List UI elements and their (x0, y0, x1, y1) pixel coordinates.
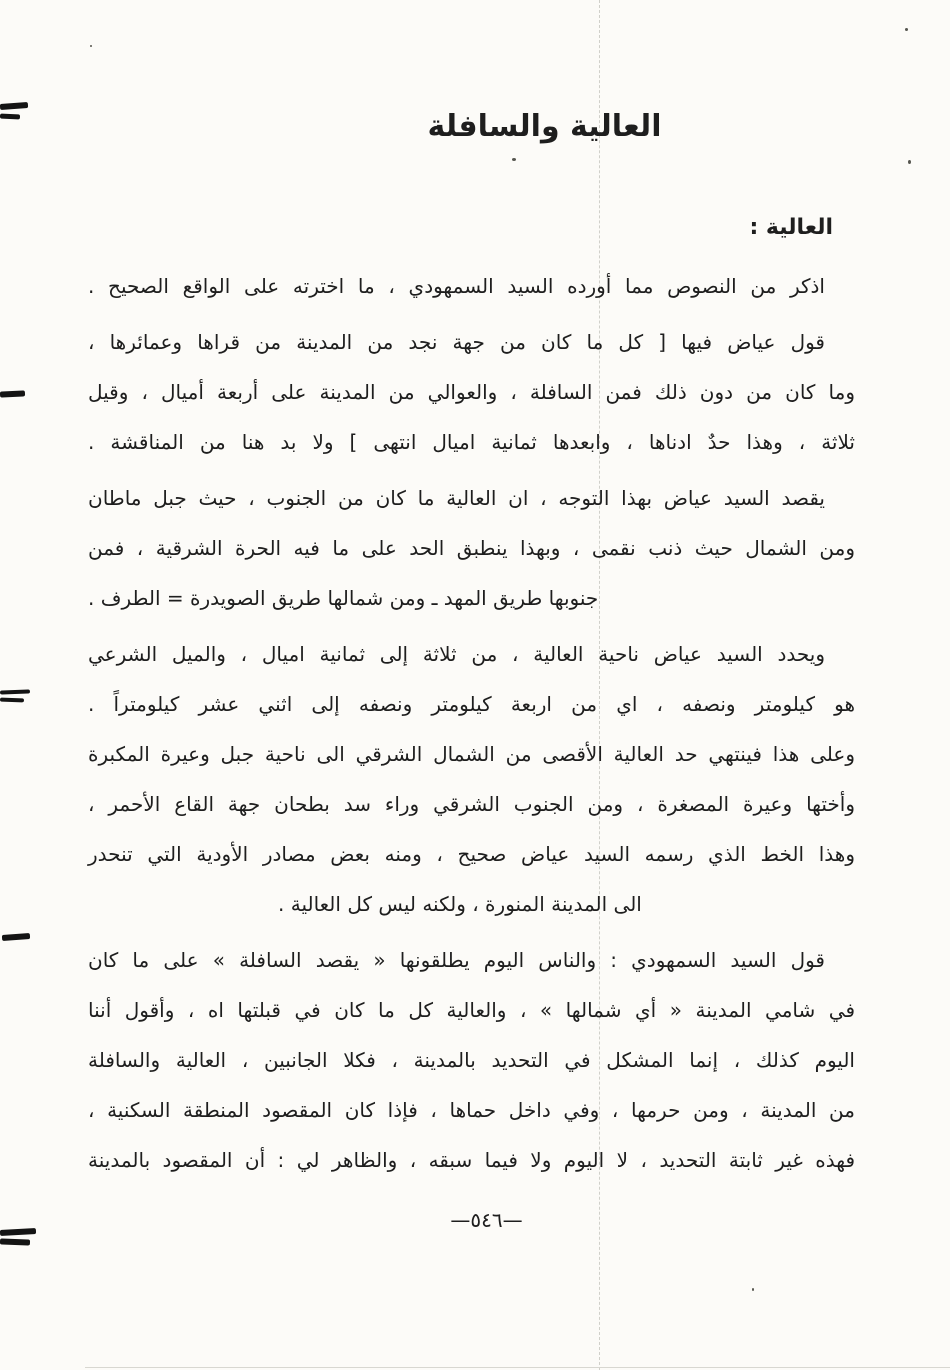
text-line: في شامي المدينة « أي شمالها » ، والعالية كل ما كان في قبلتها اه ، وأقول أننا (88, 998, 855, 1022)
text-line: يقصد السيد عياض بهذا التوجه ، ان العالية ما كان من الجنوب ، حيث جبل ماطان (88, 486, 825, 510)
text-line: وما كان من دون ذلك فمن السافلة ، والعوالي من المدينة على أربعة أميال ، وقيل (88, 380, 855, 404)
paragraph (88, 473, 855, 623)
text-line: ويحدد السيد عياض ناحية العالية ، من ثلاثة إلى ثمانية اميال ، والميل الشرعي (88, 642, 825, 666)
paragraph (88, 935, 855, 1185)
paragraph (88, 629, 855, 929)
text-line: جنوبها طريق المهد ـ ومن شمالها طريق الصويدرة = الطرف . (88, 586, 599, 610)
paragraph (88, 261, 855, 311)
text-line: الى المدينة المنورة ، ولكنه ليس كل العالية . (278, 892, 642, 916)
text-line: من المدينة ، ومن حرمها ، وفي داخل حماها ، فإذا كان المقصود المنطقة السكنية ، (88, 1098, 855, 1122)
text-line: اذكر من النصوص مما أورده السيد السمهودي ، ما اخترته على الواقع الصحيح . (88, 274, 825, 298)
binding-ink-mark (0, 1238, 30, 1245)
text-line: فهذه غير ثابتة التحديد ، لا اليوم ولا فيما سبقه ، والظاهر لي : أن المقصود بالمدينة (88, 1148, 855, 1172)
text-line: ومن الشمال حيث ذنب نقمى ، وبهذا ينطبق الحد على ما فيه الحرة الشرقية ، فمن (88, 536, 855, 560)
text-line: وأختها وعيرة المصغرة ، ومن الجنوب الشرقي وراء سد بطحان جهة القاع الأحمر ، (88, 792, 855, 816)
scan-bottom-edge (85, 1367, 950, 1368)
section-heading: العالية : (749, 215, 833, 240)
text-line: اليوم كذلك ، إنما المشكل في التحديد بالمدينة ، فكلا الجانبين ، العالية والسافلة (88, 1048, 855, 1072)
page-title: العالية والسافلة (427, 109, 662, 144)
text-line: قول السيد السمهودي : والناس اليوم يطلقونها « يقصد السافلة » على ما كان (88, 948, 825, 972)
ink-speck (752, 1288, 754, 1291)
text-line: قول عياض فيها [ كل ما كان من جهة نجد من المدينة من قراها وعمائرها ، (88, 330, 825, 354)
text-line: ثلاثة ، وهذا حدٌ ادناها ، وابعدها ثمانية اميال انتهى ] ولا بد هنا من المناقشة . (88, 430, 855, 454)
text-line: هو كيلومتر ونصفه ، اي من اربعة كيلومتر ونصفه إلى اثني عشر كيلومتراً . (88, 692, 855, 716)
paragraph (88, 317, 855, 467)
page-number: —٥٤٦— (450, 1208, 523, 1232)
text-line: وهذا الخط الذي رسمه السيد عياض صحيح ، ومنه بعض مصادر الأودية التي تنحدر (88, 842, 855, 866)
text-line: وعلى هذا فينتهي حد العالية الأقصى من الشمال الشرقي الى ناحية جبل وعيرة المكبرة (88, 742, 855, 766)
